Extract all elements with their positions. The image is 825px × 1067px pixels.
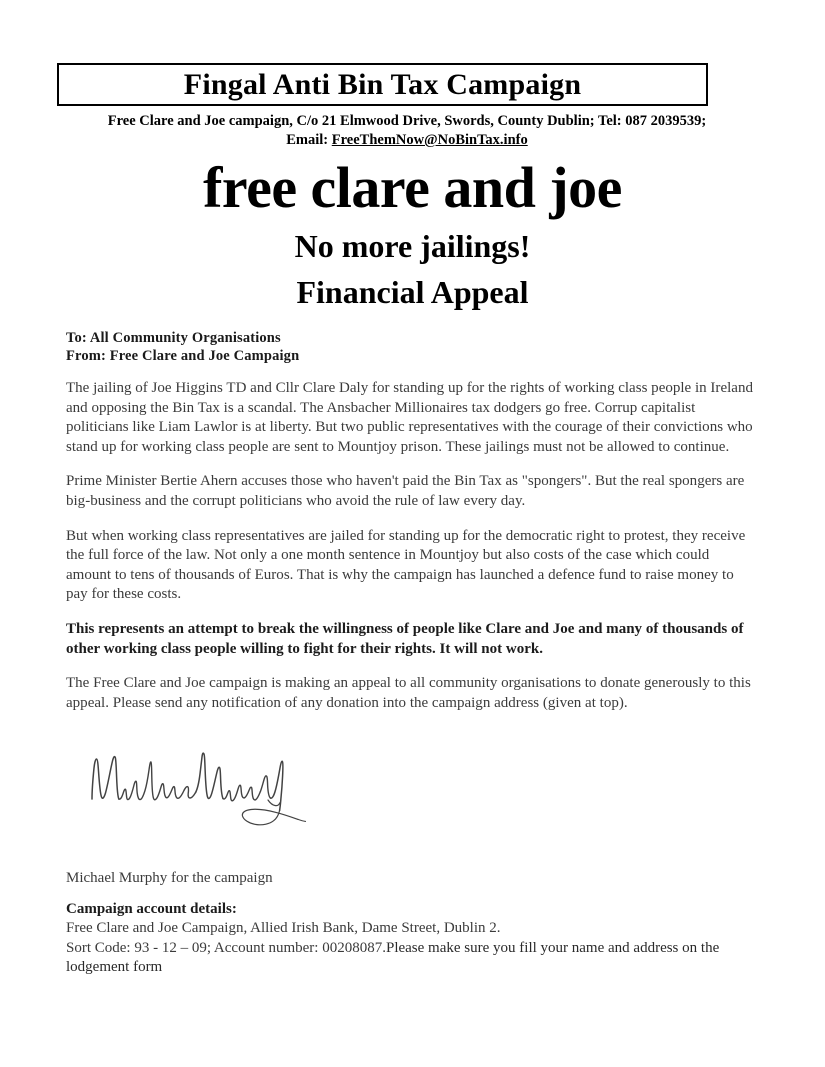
letter-body bbox=[66, 330, 756, 728]
body-paragraph: The Free Clare and Joe campaign is making an appeal to all community organisations to donate generously to this appeal. Please send any notification of any donation into the campaign address (given at top). bbox=[66, 675, 751, 711]
email-label: Email: bbox=[286, 132, 329, 148]
masthead-title-box bbox=[57, 63, 708, 106]
body-paragraph-emphasis: This represents an attempt to break the willingness of people like Clare and Joe and many of thousands of other working class people willing to fight for their rights. It will not work. bbox=[66, 620, 744, 657]
headline-primary: free clare and joe bbox=[203, 155, 622, 220]
email-link[interactable]: FreeThemNow@NoBinTax.info bbox=[331, 132, 528, 148]
body-paragraph: Prime Minister Bertie Ahern accuses those who haven't paid the Bin Tax as "spongers". But the real spongers are big-business and the corrupt politicians who avoid the rule of law every day. bbox=[66, 473, 745, 509]
lodgement-instruction: Please make sure you fill your name and address on the lodgement form bbox=[66, 939, 720, 976]
recipient-line: To: All Community Organisations bbox=[66, 330, 281, 346]
closing-block bbox=[66, 869, 756, 978]
sort-code-account-number: Sort Code: 93 - 12 – 09; Account number: 00208087. bbox=[66, 939, 386, 956]
sort-code-line bbox=[66, 939, 756, 978]
contact-email-line bbox=[57, 131, 757, 150]
signatory-name: Michael Murphy for the campaign bbox=[66, 870, 273, 886]
handwritten-signature-icon bbox=[84, 744, 314, 830]
sender-line: From: Free Clare and Joe Campaign bbox=[66, 347, 300, 364]
contact-block bbox=[57, 112, 757, 150]
bank-address-line: Free Clare and Joe Campaign, Allied Irish Bank, Dame Street, Dublin 2. bbox=[66, 920, 501, 937]
headline-secondary: No more jailings! bbox=[294, 228, 531, 264]
account-details-heading: Campaign account details: bbox=[66, 900, 237, 917]
body-paragraph: But when working class representatives are jailed for standing up for the democratic right to protest, they receive the full force of the law. Not only a one month sentence in Mountjoy but also costs of the case which could amount to tens of thousands of Euros. That is why the campaign has launched a defence fund to raise money to pay for these costs. bbox=[66, 527, 746, 603]
page-title: Fingal Anti Bin Tax Campaign bbox=[183, 67, 582, 101]
body-paragraph: The jailing of Joe Higgins TD and Cllr Clare Daly for standing up for the rights of working class people in Ireland and opposing the Bin Tax is a scandal. The Ansbacher Millionaires tax dodgers go free. Corrup capitalist politicians like Liam Lawlor is at liberty. But two public representatives with the courage of their convictions who stand up for working class people are sent to Mountjoy prison. These jailings must not be allowed to continue. bbox=[66, 380, 753, 455]
contact-address-line: Free Clare and Joe campaign, C/o 21 Elmwood Drive, Swords, County Dublin; Tel: 087 2039539; bbox=[107, 113, 707, 129]
headline-tertiary: Financial Appeal bbox=[296, 274, 529, 310]
signature-image bbox=[84, 744, 314, 830]
